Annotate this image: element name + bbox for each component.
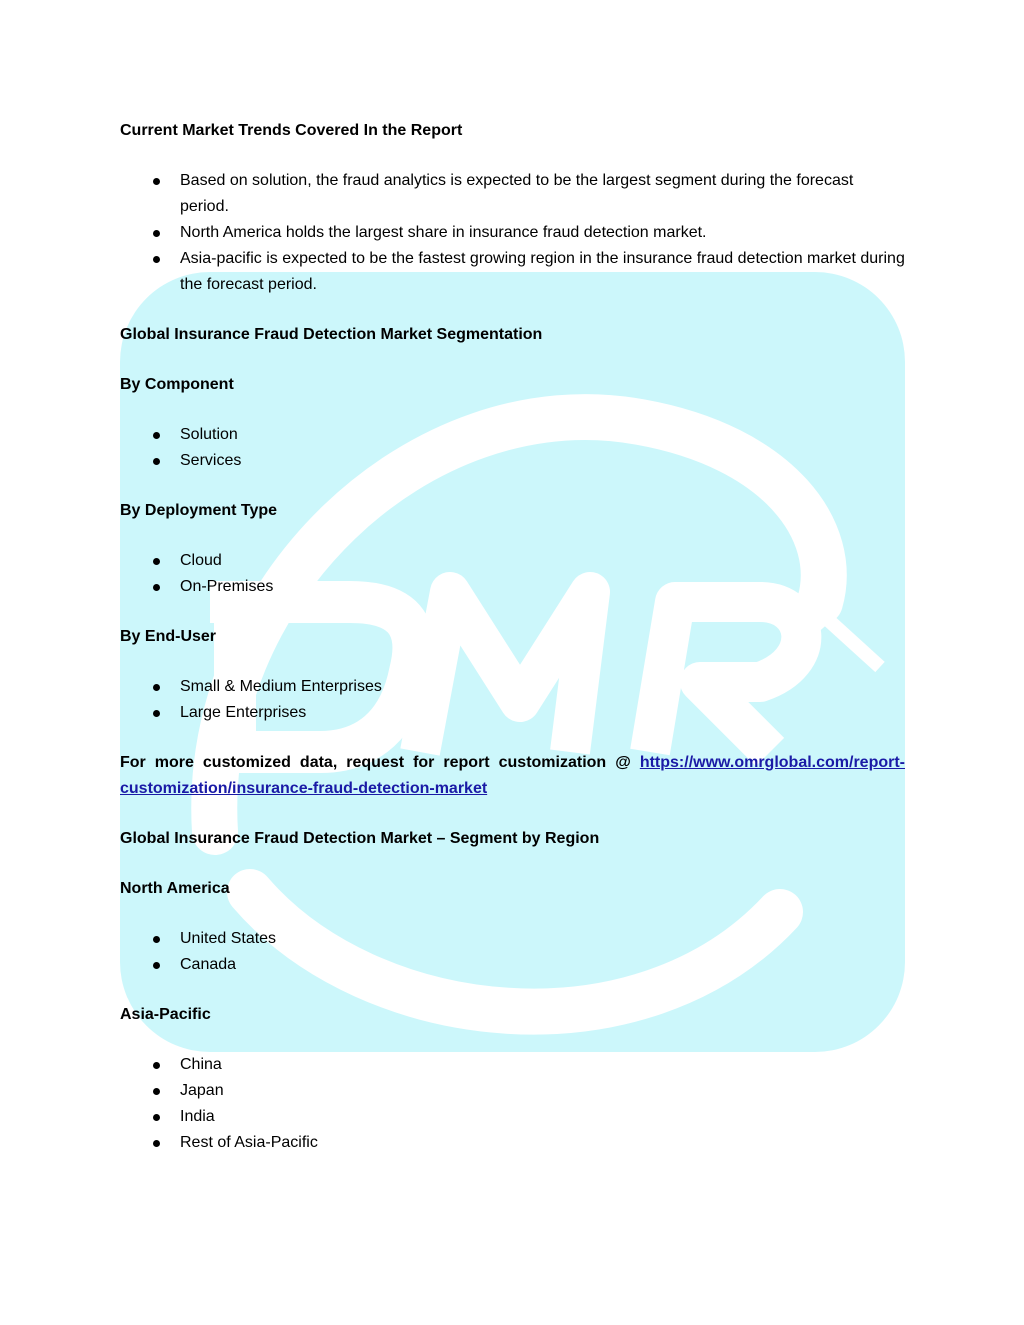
deployment-list [120, 548, 905, 600]
list-item: Based on solution, the fraud analytics is expected to be the largest segment during the forecast period. [120, 168, 905, 220]
list-item: Cloud [120, 548, 905, 574]
by-end-user-title: By End-User [120, 628, 217, 645]
by-component-title: By Component [120, 376, 234, 393]
bullet-icon [153, 936, 160, 943]
list-item: Rest of Asia-Pacific [120, 1130, 905, 1156]
asia-pacific-title: Asia-Pacific [120, 1006, 211, 1023]
trends-title: Current Market Trends Covered In the Report [120, 122, 463, 139]
bullet-icon [153, 558, 160, 565]
list-item: Small & Medium Enterprises [120, 674, 905, 700]
document-page [120, 118, 905, 1156]
bullet-icon [153, 178, 160, 185]
list-item: China [120, 1052, 905, 1078]
list-item: Services [120, 448, 905, 474]
bullet-icon [153, 230, 160, 237]
bullet-icon [153, 1140, 160, 1147]
bullet-icon [153, 1062, 160, 1069]
list-item: Asia-pacific is expected to be the fastest growing region in the insurance fraud detection market during the forecast period. [120, 246, 905, 298]
bullet-icon [153, 1114, 160, 1121]
list-item: Canada [120, 952, 905, 978]
list-item: North America holds the largest share in insurance fraud detection market. [120, 220, 905, 246]
list-item: On-Premises [120, 574, 905, 600]
asia-pacific-list [120, 1052, 905, 1156]
bullet-icon [153, 458, 160, 465]
trends-list [120, 168, 905, 298]
list-item: Solution [120, 422, 905, 448]
bullet-icon [153, 684, 160, 691]
bullet-icon [153, 962, 160, 969]
list-item: Large Enterprises [120, 700, 905, 726]
list-item: India [120, 1104, 905, 1130]
list-item: Japan [120, 1078, 905, 1104]
north-america-list [120, 926, 905, 978]
north-america-title: North America [120, 880, 230, 897]
end-user-list [120, 674, 905, 726]
bullet-icon [153, 710, 160, 717]
bullet-icon [153, 432, 160, 439]
by-deployment-title: By Deployment Type [120, 502, 278, 519]
bullet-icon [153, 256, 160, 263]
bullet-icon [153, 584, 160, 591]
component-list [120, 422, 905, 474]
customization-text: For more customized data, request for report customization @ [120, 754, 640, 771]
region-title: Global Insurance Fraud Detection Market – Segment by Region [120, 830, 600, 847]
customization-request [120, 750, 905, 802]
customization-link[interactable]: https://www.omrglobal.com/report-customization/insurance-fraud-detection-market [120, 754, 905, 797]
list-item: United States [120, 926, 905, 952]
bullet-icon [153, 1088, 160, 1095]
segmentation-title: Global Insurance Fraud Detection Market Segmentation [120, 326, 543, 343]
